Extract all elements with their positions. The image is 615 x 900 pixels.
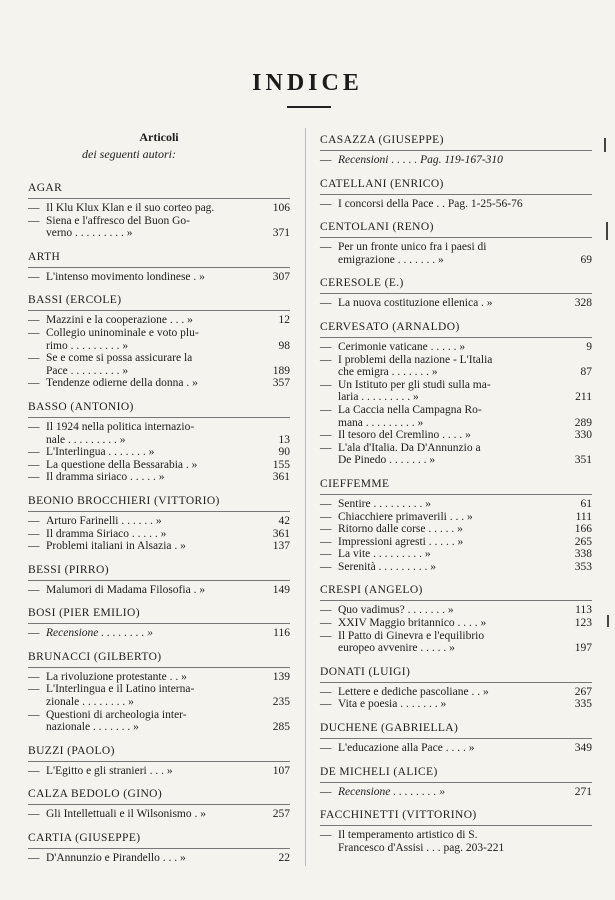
entry-title: Il dramma Siriaco . . . . . » bbox=[46, 527, 167, 540]
entry-title: La rivoluzione protestante . . » bbox=[46, 670, 187, 683]
entry-title: Il 1924 nella politica internazio- bbox=[46, 420, 195, 433]
entry-dash bbox=[28, 227, 46, 240]
entry-page: 265 bbox=[574, 535, 592, 548]
entry-page bbox=[562, 379, 592, 392]
entry-page: 371 bbox=[272, 227, 290, 240]
author-entries bbox=[28, 267, 290, 284]
entry-page bbox=[260, 709, 290, 722]
entry-dash: — bbox=[28, 514, 40, 527]
entry-title: Se e come si possa assicurare la bbox=[46, 352, 193, 365]
entry-title: mana . . . . . . . . . » bbox=[338, 416, 424, 429]
entry-page: 87 bbox=[580, 366, 592, 379]
index-entry bbox=[320, 642, 592, 655]
margin-mark bbox=[606, 222, 608, 240]
author-entries bbox=[28, 848, 290, 865]
entry-dash: — bbox=[320, 197, 332, 210]
index-entry bbox=[320, 417, 592, 430]
author-name: BEONIO BROCCHIERI (VITTORIO) bbox=[28, 494, 220, 507]
author-entries bbox=[320, 194, 592, 211]
entry-page bbox=[562, 829, 592, 842]
entry-title: La vite . . . . . . . . . » bbox=[338, 548, 431, 561]
entry-page: 69 bbox=[580, 253, 592, 266]
entry-page: 257 bbox=[272, 808, 290, 821]
section-gap bbox=[320, 854, 592, 859]
entry-dash: — bbox=[28, 214, 40, 227]
entry-title: XXIV Maggio britannico . . . . » bbox=[338, 617, 487, 630]
author-name: DUCHENE (GABRIELLA) bbox=[320, 722, 459, 735]
index-entry bbox=[320, 630, 592, 643]
entry-page: 211 bbox=[575, 391, 592, 404]
index-entry bbox=[28, 808, 290, 821]
entry-page: 189 bbox=[272, 364, 290, 377]
entry-title: De Pinedo . . . . . . . » bbox=[338, 454, 436, 467]
entry-page: 197 bbox=[574, 642, 592, 655]
entry-page: 166 bbox=[574, 523, 592, 536]
index-entry bbox=[320, 548, 592, 561]
author-entries bbox=[320, 237, 592, 266]
entry-dash: — bbox=[320, 441, 332, 454]
index-entry bbox=[320, 198, 592, 211]
author-entries bbox=[320, 738, 592, 755]
index-entry bbox=[320, 354, 592, 367]
index-entry bbox=[28, 515, 290, 528]
entry-title: zionale . . . . . . . . » bbox=[46, 696, 134, 709]
index-entry bbox=[28, 540, 290, 553]
entry-title: Lettere e dediche pascoliane . . » bbox=[338, 685, 489, 698]
entry-title: La Caccia nella Campagna Ro- bbox=[338, 403, 482, 416]
entry-dash: — bbox=[28, 683, 40, 696]
index-entry bbox=[320, 366, 592, 379]
entry-dash: — bbox=[28, 202, 40, 214]
index-entry bbox=[28, 471, 290, 484]
author-name: CIEFFEMME bbox=[320, 477, 390, 490]
entry-page: 307 bbox=[272, 270, 290, 283]
index-entry bbox=[28, 215, 290, 228]
entry-title: Siena e l'affresco del Buon Go- bbox=[46, 214, 190, 227]
index-entry bbox=[320, 536, 592, 549]
entry-page: 335 bbox=[574, 698, 592, 711]
entry-page bbox=[562, 404, 592, 417]
entry-title: Recensioni . . . . . Pag. 119-167-310 bbox=[338, 154, 503, 166]
left-column bbox=[28, 128, 290, 870]
entry-dash: — bbox=[320, 742, 332, 755]
entry-title: L'Interlingua . . . . . . . » bbox=[46, 446, 155, 459]
entry-dash: — bbox=[28, 670, 40, 683]
margin-mark bbox=[604, 138, 606, 152]
entry-dash bbox=[320, 254, 338, 267]
entry-dash: — bbox=[320, 523, 332, 536]
entry-title: Francesco d'Assisi . . . pag. 203-221 bbox=[338, 841, 505, 854]
entry-dash: — bbox=[320, 604, 332, 617]
author-name: BESSI (PIRRO) bbox=[28, 563, 109, 576]
entry-dash bbox=[320, 391, 338, 404]
title-underline bbox=[287, 106, 331, 108]
entry-title: Impressioni agresti . . . . . » bbox=[338, 535, 464, 548]
author-name: CALZA BEDOLO (GINO) bbox=[28, 788, 163, 801]
right-author-list bbox=[320, 128, 592, 859]
entry-page: 285 bbox=[272, 721, 290, 734]
author-entries bbox=[28, 623, 290, 640]
author-entries bbox=[28, 511, 290, 553]
index-entry bbox=[28, 683, 290, 696]
index-entry bbox=[28, 584, 290, 597]
entry-dash: — bbox=[28, 446, 40, 459]
index-entry bbox=[320, 297, 592, 310]
index-entry bbox=[28, 327, 290, 340]
author-name: CRESPI (ANGELO) bbox=[320, 584, 423, 597]
index-entry bbox=[28, 314, 290, 327]
entry-title: Recensione . . . . . . . . » bbox=[338, 785, 445, 798]
index-entry bbox=[28, 765, 290, 778]
entry-dash: — bbox=[28, 708, 40, 721]
entry-title: nale . . . . . . . . . » bbox=[46, 433, 126, 446]
index-entry bbox=[320, 154, 592, 167]
entry-page bbox=[260, 215, 290, 228]
entry-dash: — bbox=[320, 829, 332, 842]
entry-title: I concorsi della Pace . . Pag. 1-25-56-76 bbox=[338, 197, 523, 210]
section-heading: Articoli bbox=[139, 130, 179, 144]
author-name: CERESOLE (E.) bbox=[320, 277, 404, 290]
author-name: BRUNACCI (GILBERTO) bbox=[28, 650, 162, 663]
author-entries bbox=[320, 825, 592, 854]
entry-dash: — bbox=[28, 852, 40, 865]
entry-dash bbox=[320, 642, 338, 655]
entry-dash: — bbox=[320, 617, 332, 630]
entry-dash bbox=[28, 340, 46, 353]
entry-page: 271 bbox=[574, 785, 592, 798]
entry-dash bbox=[320, 417, 338, 430]
entry-page: 267 bbox=[574, 685, 592, 698]
entry-page bbox=[562, 842, 592, 855]
index-entry bbox=[28, 709, 290, 722]
entry-page: 9 bbox=[586, 340, 592, 353]
entry-title: Arturo Farinelli . . . . . . » bbox=[46, 514, 162, 527]
entry-page: 12 bbox=[278, 314, 290, 327]
index-entry bbox=[28, 852, 290, 865]
entry-title: La nuova costituzione ellenica . » bbox=[338, 297, 493, 310]
index-entry bbox=[320, 498, 592, 511]
index-entry bbox=[28, 340, 290, 353]
section-gap bbox=[28, 865, 290, 870]
index-entry bbox=[28, 377, 290, 390]
entry-dash: — bbox=[28, 377, 40, 390]
entry-dash: — bbox=[320, 353, 332, 366]
entry-dash: — bbox=[320, 340, 332, 353]
entry-title: emigrazione . . . . . . . » bbox=[338, 253, 444, 266]
entry-title: Cerimonie vaticane . . . . . » bbox=[338, 340, 466, 353]
index-entry bbox=[28, 271, 290, 284]
entry-title: Un Istituto per gli studi sulla ma- bbox=[338, 378, 491, 391]
author-entries bbox=[28, 761, 290, 778]
entry-title: Serenità . . . . . . . . . » bbox=[338, 560, 437, 573]
index-entry bbox=[320, 391, 592, 404]
entry-dash bbox=[28, 365, 46, 378]
entry-dash: — bbox=[28, 458, 40, 471]
index-entry bbox=[320, 404, 592, 417]
index-entry bbox=[320, 341, 592, 354]
author-entries bbox=[28, 198, 290, 240]
entry-title: L'intenso movimento londinese . » bbox=[46, 270, 205, 283]
entry-page: 361 bbox=[272, 527, 290, 540]
entry-dash: — bbox=[320, 560, 332, 573]
author-entries bbox=[320, 150, 592, 167]
author-name: FACCHINETTI (VITTORINO) bbox=[320, 809, 477, 822]
entry-page: 235 bbox=[272, 696, 290, 709]
entry-page: 330 bbox=[574, 429, 592, 442]
entry-dash: — bbox=[28, 471, 40, 484]
entry-page bbox=[562, 354, 592, 367]
entry-title: verno . . . . . . . . . » bbox=[46, 227, 133, 240]
entry-title: Collegio uninominale e voto plu- bbox=[46, 326, 199, 339]
entry-title: D'Annunzio e Pirandello . . . » bbox=[46, 852, 186, 865]
entry-title: europeo avvenire . . . . . » bbox=[338, 642, 455, 655]
entry-dash: — bbox=[320, 297, 332, 310]
entry-title: L'Egitto e gli stranieri . . . » bbox=[46, 764, 173, 777]
entry-page bbox=[562, 198, 592, 211]
author-name: ARTH bbox=[28, 250, 61, 263]
index-entry bbox=[320, 429, 592, 442]
author-name: BASSO (ANTONIO) bbox=[28, 400, 134, 413]
index-entry bbox=[320, 442, 592, 455]
entry-page: 349 bbox=[574, 742, 592, 755]
index-entry bbox=[320, 511, 592, 524]
entry-title: Recensione . . . . . . . . » bbox=[46, 627, 153, 640]
index-entry bbox=[28, 446, 290, 459]
entry-dash: — bbox=[28, 314, 40, 327]
author-entries bbox=[28, 804, 290, 821]
author-entries bbox=[320, 494, 592, 574]
entry-dash: — bbox=[320, 510, 332, 523]
index-entry bbox=[28, 352, 290, 365]
entry-page: 139 bbox=[272, 670, 290, 683]
author-name: CARTIA (GIUSEPPE) bbox=[28, 832, 141, 845]
index-entry bbox=[320, 523, 592, 536]
entry-title: Ritorno dalle corse . . . . . » bbox=[338, 523, 463, 536]
left-author-list bbox=[28, 176, 290, 870]
index-entry bbox=[28, 434, 290, 447]
entry-dash bbox=[28, 721, 46, 734]
entry-page: 357 bbox=[272, 377, 290, 390]
author-name: CASAZZA (GIUSEPPE) bbox=[320, 134, 444, 146]
entry-title: Tendenze odierne della donna . » bbox=[46, 377, 198, 390]
entry-dash: — bbox=[320, 629, 332, 642]
index-entry bbox=[320, 686, 592, 699]
entry-page: 116 bbox=[273, 627, 290, 640]
author-entries bbox=[320, 600, 592, 654]
margin-mark bbox=[607, 615, 609, 627]
author-entries bbox=[28, 310, 290, 390]
entry-dash: — bbox=[28, 764, 40, 777]
entry-title: L'educazione alla Pace . . . . » bbox=[338, 742, 475, 755]
entry-page bbox=[562, 630, 592, 643]
entry-dash: — bbox=[320, 154, 332, 166]
entry-page: 13 bbox=[278, 433, 290, 446]
author-entries bbox=[28, 580, 290, 597]
author-name: DE MICHELI (ALICE) bbox=[320, 765, 438, 778]
entry-title: Il temperamento artistico di S. bbox=[338, 829, 478, 842]
author-name: BASSI (ERCOLE) bbox=[28, 294, 122, 307]
index-entry bbox=[28, 671, 290, 684]
entry-dash bbox=[320, 366, 338, 379]
entry-page bbox=[562, 442, 592, 455]
index-entry bbox=[320, 254, 592, 267]
author-entries bbox=[320, 782, 592, 799]
index-entry bbox=[28, 627, 290, 640]
entry-dash: — bbox=[28, 326, 40, 339]
entry-title: Quo vadimus? . . . . . . . » bbox=[338, 604, 454, 617]
entry-page: 106 bbox=[272, 202, 290, 214]
author-name: AGAR bbox=[28, 182, 63, 194]
entry-dash: — bbox=[320, 429, 332, 442]
author-entries bbox=[320, 682, 592, 711]
entry-dash bbox=[320, 842, 338, 855]
entry-page: 137 bbox=[272, 540, 290, 553]
entry-page: 113 bbox=[575, 604, 592, 617]
entry-dash bbox=[28, 696, 46, 709]
entry-page bbox=[562, 154, 592, 167]
entry-page bbox=[260, 421, 290, 434]
entry-page: 90 bbox=[278, 446, 290, 459]
index-entry bbox=[28, 202, 290, 215]
index-entry bbox=[28, 721, 290, 734]
entry-page: 328 bbox=[574, 297, 592, 310]
entry-dash: — bbox=[320, 548, 332, 561]
entry-page: 111 bbox=[575, 510, 592, 523]
entry-title: La questione della Bessarabia . » bbox=[46, 458, 198, 471]
entry-title: Il Patto di Ginevra e l'equilibrio bbox=[338, 629, 485, 642]
entry-title: laria . . . . . . . . . » bbox=[338, 391, 419, 404]
author-name: BUZZI (PAOLO) bbox=[28, 744, 115, 757]
entry-page: 22 bbox=[278, 852, 290, 865]
entry-page: 361 bbox=[272, 471, 290, 484]
author-name: CATELLANI (ENRICO) bbox=[320, 177, 444, 190]
entry-dash: — bbox=[28, 420, 40, 433]
entry-page bbox=[260, 683, 290, 696]
entry-title: Sentire . . . . . . . . . » bbox=[338, 497, 431, 510]
entry-title: Chiacchiere primaverili . . . » bbox=[338, 510, 473, 523]
right-column bbox=[320, 128, 592, 859]
entry-page bbox=[260, 327, 290, 340]
author-entries bbox=[320, 293, 592, 310]
entry-dash: — bbox=[320, 535, 332, 548]
entry-dash: — bbox=[320, 785, 332, 798]
entry-page bbox=[260, 352, 290, 365]
author-name: CERVESATO (ARNALDO) bbox=[320, 320, 460, 333]
entry-title: L'Interlingua e il Latino interna- bbox=[46, 683, 195, 696]
entry-page: 61 bbox=[580, 497, 592, 510]
index-entry bbox=[320, 454, 592, 467]
entry-title: L'ala d'Italia. Da D'Annunzio a bbox=[338, 441, 481, 454]
author-entries bbox=[28, 667, 290, 734]
entry-page: 98 bbox=[278, 339, 290, 352]
page-title: INDICE bbox=[252, 70, 363, 96]
entry-page: 42 bbox=[278, 514, 290, 527]
index-entry bbox=[320, 561, 592, 574]
entry-title: I problemi della nazione - L'Italia bbox=[338, 353, 493, 366]
entry-dash: — bbox=[28, 352, 40, 365]
index-entry bbox=[320, 698, 592, 711]
index-entry bbox=[28, 227, 290, 240]
entry-title: Problemi italiani in Alsazia . » bbox=[46, 540, 186, 553]
entry-dash: — bbox=[28, 583, 40, 596]
entry-page: 353 bbox=[574, 560, 592, 573]
author-name: BOSI (PIER EMILIO) bbox=[28, 607, 140, 620]
entry-title: Vita e poesia . . . . . . . » bbox=[338, 698, 447, 711]
index-entry bbox=[28, 459, 290, 472]
column-divider bbox=[305, 128, 306, 866]
index-entry bbox=[320, 842, 592, 855]
entry-dash: — bbox=[28, 527, 40, 540]
entry-page: 155 bbox=[272, 458, 290, 471]
entry-title: nazionale . . . . . . . » bbox=[46, 721, 139, 734]
index-entry bbox=[320, 742, 592, 755]
index-entry bbox=[320, 604, 592, 617]
author-entries bbox=[28, 417, 290, 484]
index-entry bbox=[28, 421, 290, 434]
entry-title: Il dramma siriaco . . . . . » bbox=[46, 471, 165, 484]
entry-title: Questioni di archeologia inter- bbox=[46, 708, 187, 721]
entry-page: 123 bbox=[574, 617, 592, 630]
entry-dash: — bbox=[28, 808, 40, 821]
entry-page: 338 bbox=[574, 548, 592, 561]
index-entry bbox=[320, 379, 592, 392]
entry-dash: — bbox=[320, 241, 332, 254]
entry-dash: — bbox=[28, 270, 40, 283]
entry-page: 351 bbox=[574, 454, 592, 467]
entry-title: Malumori di Madama Filosofia . » bbox=[46, 583, 206, 596]
index-entry bbox=[28, 365, 290, 378]
entry-page bbox=[562, 241, 592, 254]
section-subheading: dei seguenti autori: bbox=[82, 147, 176, 161]
entry-page: 149 bbox=[272, 583, 290, 596]
entry-title: Il tesoro del Cremlino . . . . » bbox=[338, 429, 471, 442]
author-name: DONATI (LUIGI) bbox=[320, 665, 411, 678]
entry-dash: — bbox=[320, 378, 332, 391]
entry-dash: — bbox=[28, 627, 40, 640]
entry-title: Il Klu Klux Klan e il suo corteo pag. bbox=[46, 202, 215, 214]
index-entry bbox=[320, 241, 592, 254]
entry-title: che emigra . . . . . . . » bbox=[338, 366, 438, 379]
entry-title: Per un fronte unico fra i paesi di bbox=[338, 241, 487, 254]
entry-title: Gli Intellettuali e il Wilsonismo . » bbox=[46, 808, 206, 821]
author-name: CENTOLANI (RENO) bbox=[320, 221, 434, 234]
entry-page: 107 bbox=[272, 764, 290, 777]
index-entry bbox=[28, 528, 290, 541]
entry-dash bbox=[28, 434, 46, 447]
index-entry bbox=[28, 696, 290, 709]
index-entry bbox=[320, 786, 592, 799]
entry-dash bbox=[320, 454, 338, 467]
index-entry bbox=[320, 617, 592, 630]
entry-dash: — bbox=[320, 698, 332, 711]
entry-dash: — bbox=[320, 685, 332, 698]
index-entry bbox=[320, 829, 592, 842]
entry-dash: — bbox=[28, 540, 40, 553]
entry-page: 289 bbox=[574, 416, 592, 429]
entry-title: Pace . . . . . . . . . » bbox=[46, 364, 129, 377]
entry-dash: — bbox=[320, 403, 332, 416]
entry-dash: — bbox=[320, 497, 332, 510]
author-entries bbox=[320, 337, 592, 467]
entry-title: Mazzini e la cooperazione . . . » bbox=[46, 314, 193, 327]
entry-title: rimo . . . . . . . . . » bbox=[46, 339, 129, 352]
